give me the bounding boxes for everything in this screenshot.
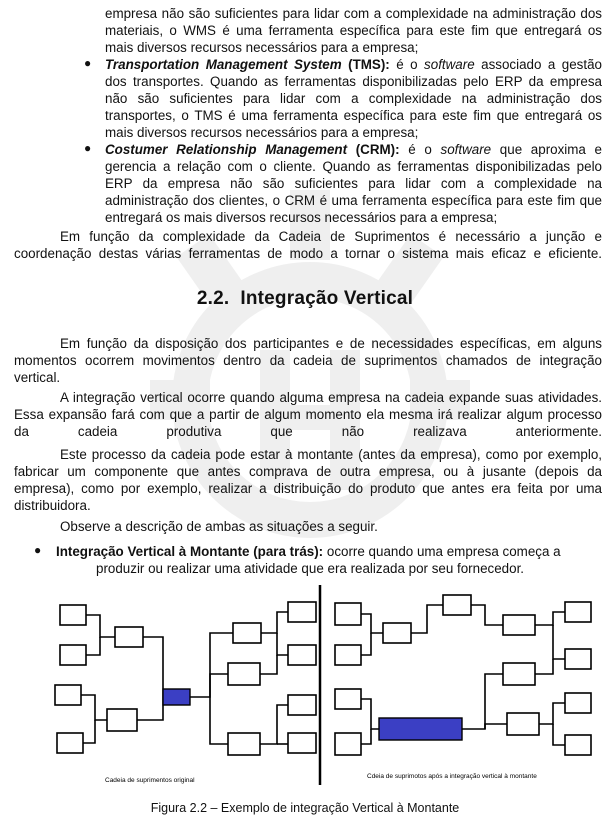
node-box — [55, 685, 81, 705]
bullet-vertical-montante: Integração Vertical à Montante (para trás): ocorre quando uma empresa começa a produzir ou realizar uma atividade que era realizada por seu fornecedor. — [56, 544, 561, 576]
node-box — [507, 713, 539, 735]
node-box — [233, 623, 261, 643]
bullet-tms: Transportation Management System (TMS): é o software associado a gestão dos transportes. Quando as ferramentas disponibilizadas pelo ERP da empresa não são suficientes para lidar com a complexidade na administração dos transportes, o TMS é uma ferramenta específica para este fim que entregará os mais diversos recursos necessários para a empresa; — [105, 57, 602, 140]
paragraph-intro: Em função da complexidade da Cadeia de Suprimentos é necessário a junção e coordenação destas várias ferramentas de modo a tornar o sistema mais eficaz e eficiente. — [14, 229, 602, 261]
node-box — [57, 733, 83, 753]
highlighted-node — [163, 689, 190, 705]
node-box — [288, 695, 316, 715]
node-box — [565, 649, 591, 669]
node-box — [565, 693, 591, 713]
node-box — [443, 595, 471, 615]
right-diagram-label: Cdeia de suprimotos após a integração vertical à montante — [367, 773, 537, 780]
bullet-marker: ● — [84, 141, 92, 155]
paragraph-1: Em função da disposição dos participantes e de necessidades específicas, em alguns momentos ocorrem movimentos dentro da cadeia de suprimentos chamados de integração vertical. — [14, 336, 602, 385]
figure-caption: Figura 2.2 – Exemplo de integração Vertical à Montante — [150, 801, 460, 815]
node-box — [565, 602, 591, 622]
paragraph-3: Este processo da cadeia pode estar à montante (antes da empresa), como por exemplo, fabricar um componente que antes comprava de outra empresa, ou à jusante (depois da empresa), como por exemplo, realizar a distribuição do produto que antes era feita por uma distribuidora. — [14, 447, 602, 513]
node-box — [503, 663, 535, 685]
figure-supply-chain — [45, 585, 595, 790]
paragraph-4: Observe a descrição de ambas as situações a seguir. — [60, 519, 378, 534]
node-box — [288, 733, 316, 753]
node-box — [288, 602, 316, 622]
node-box — [107, 709, 137, 731]
bullet-marker: ● — [34, 543, 42, 557]
node-box — [383, 623, 411, 643]
node-box — [228, 663, 260, 685]
left-diagram-label: Cadeia de suprimentos original — [105, 777, 195, 784]
highlighted-node-expanded — [379, 718, 462, 740]
paragraph-2: A integração vertical ocorre quando alguma empresa na cadeia expande suas atividades. Essa expansão fará com que a partir de algum momento ela mesma irá realizar algum processo da cadeia produtiva que não realizava anteriormente. — [14, 390, 602, 439]
node-box — [115, 627, 143, 647]
bullet-marker: ● — [84, 56, 92, 70]
node-box — [335, 645, 361, 665]
bullet-wms-continuation: empresa não são suficientes para lidar com a complexidade na administração dos materiais, o WMS é uma ferramenta específica para este fim que entregará os mais diversos recursos necessários para a empresa; — [105, 6, 602, 55]
node-box — [288, 645, 316, 665]
bullet-crm: Costumer Relationship Management (CRM): é o software que aproxima e gerencia a relação com o cliente. Quando as ferramentas disponibilizadas pelo ERP da empresa não são suficientes para lidar com a complexidade na administração dos clientes, o CRM é uma ferramenta específica para este fim que entregará os mais diversos recursos necessários para a empresa; — [105, 142, 603, 225]
node-box — [60, 605, 86, 625]
node-box — [335, 733, 361, 755]
node-box — [565, 735, 591, 755]
node-box — [335, 603, 361, 625]
node-box — [60, 645, 86, 665]
node-box — [335, 689, 361, 709]
node-box — [228, 733, 260, 755]
node-box — [503, 615, 535, 635]
section-heading: 2.2. Integração Vertical — [196, 288, 414, 309]
